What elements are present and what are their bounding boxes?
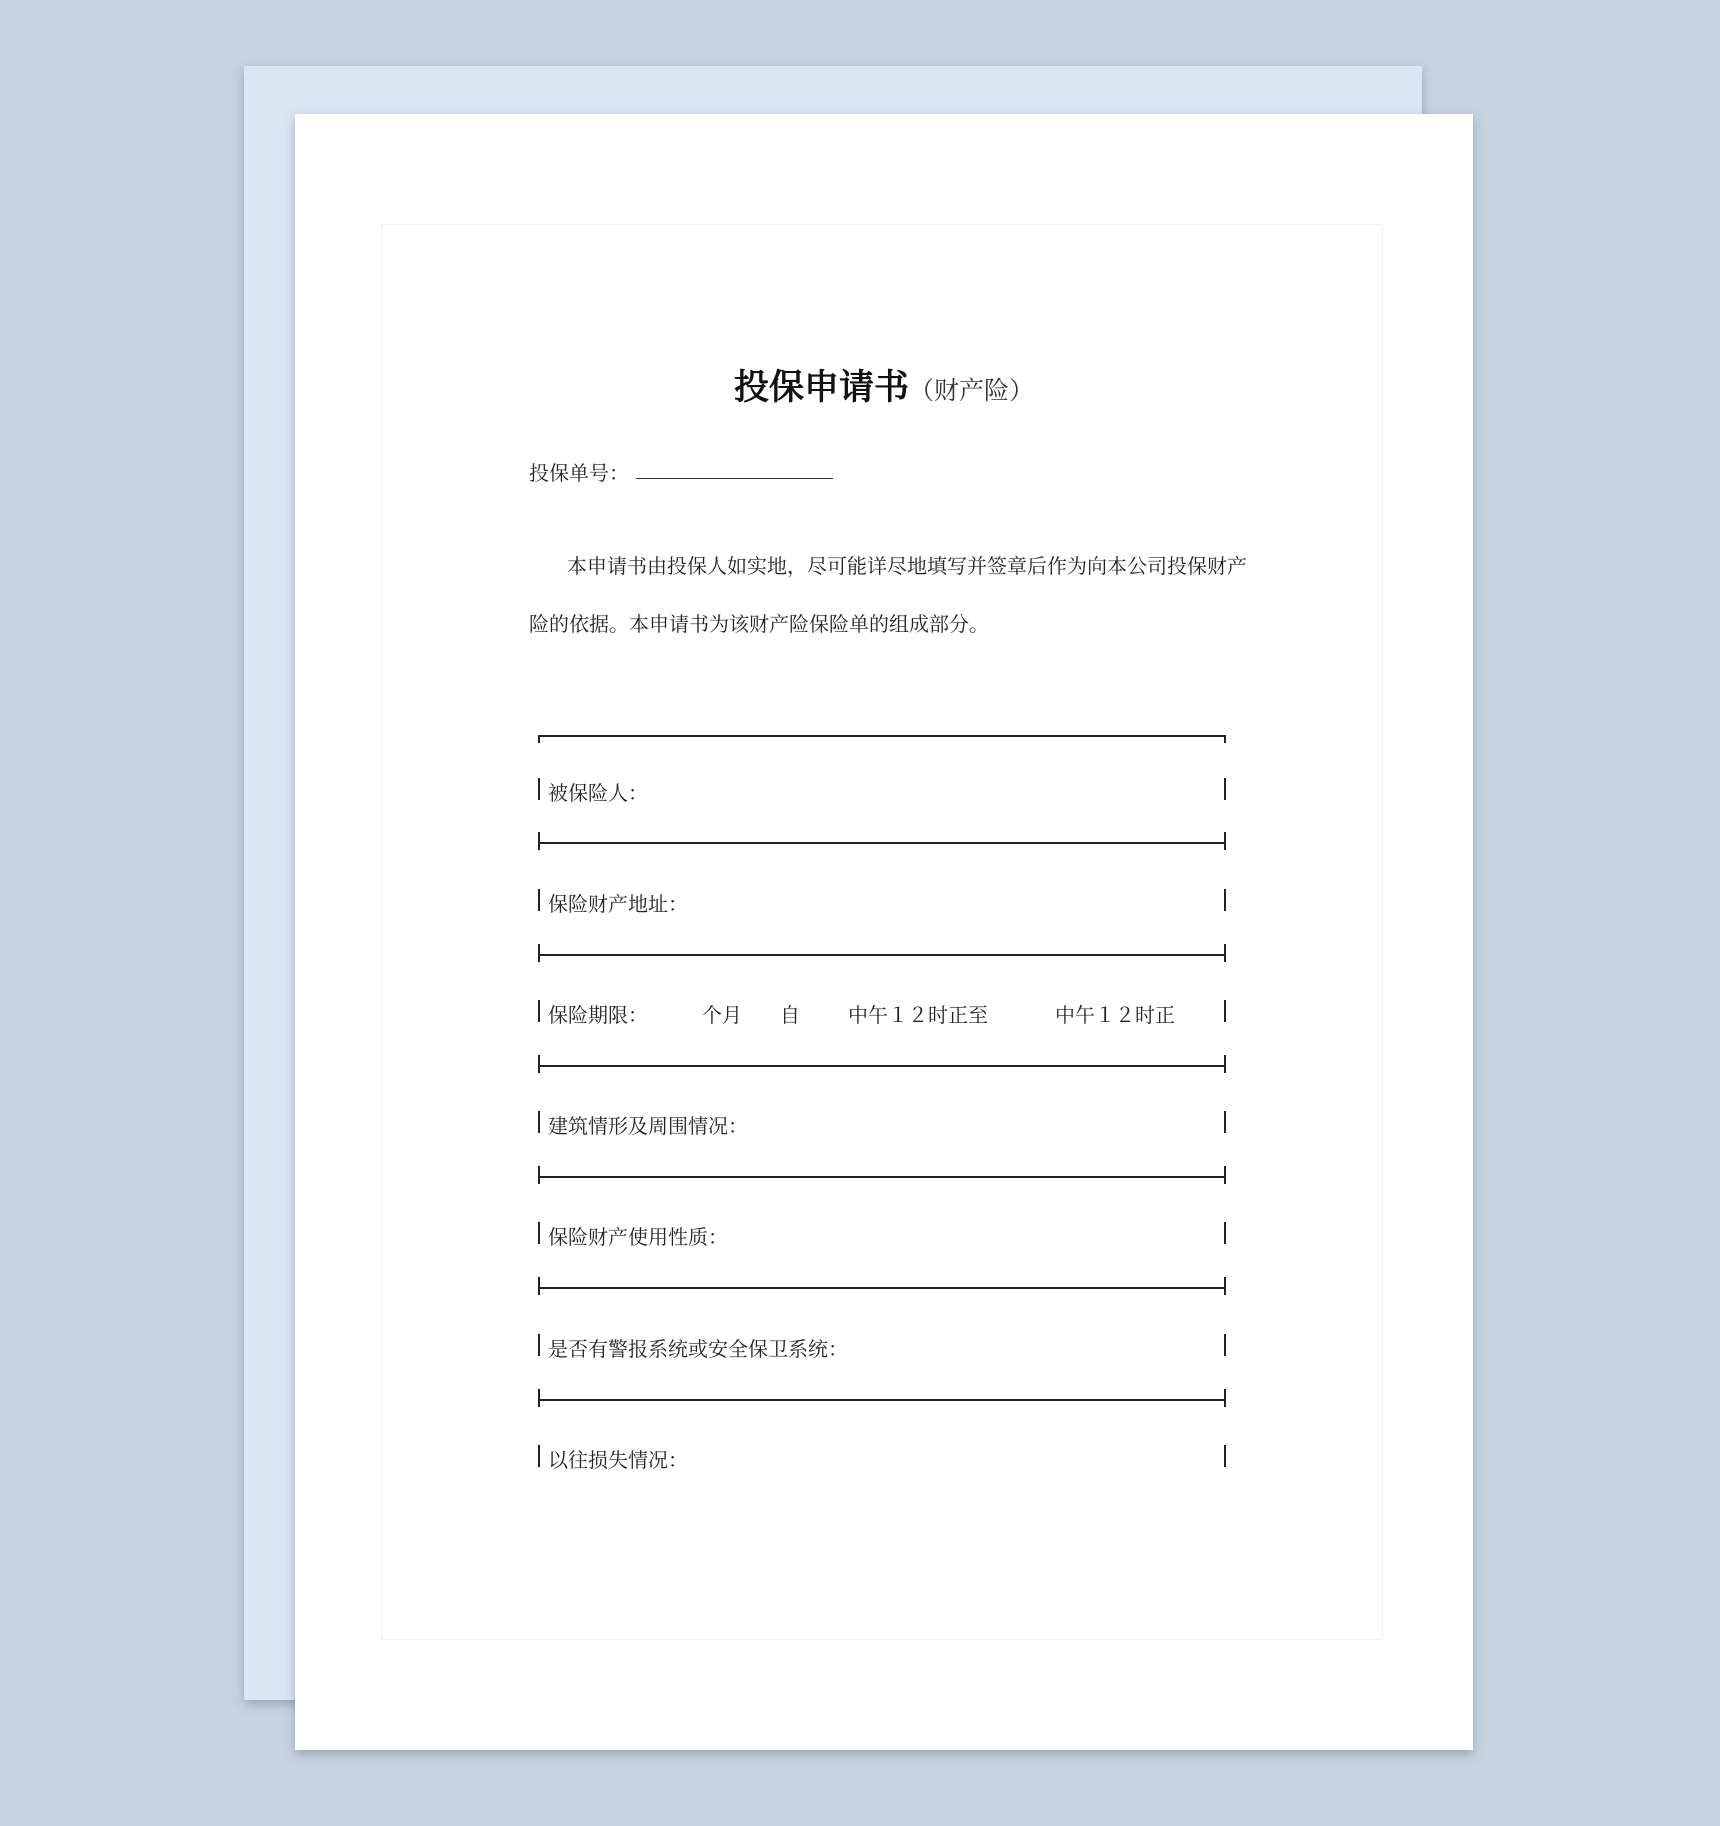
policy-number-label: 投保单号： — [529, 461, 629, 485]
title-main: 投保申请书 — [733, 368, 909, 408]
form-divider — [538, 1395, 1226, 1405]
period-months-label: 个月 — [702, 1003, 742, 1027]
title-suffix: （财产险） — [909, 376, 1035, 405]
loss-history-label: 以往损失情况： — [548, 1448, 688, 1472]
form-divider — [538, 1172, 1226, 1182]
property-address-row[interactable] — [538, 889, 1226, 916]
usage-label: 保险财产使用性质： — [548, 1225, 728, 1249]
page-content-frame — [381, 224, 1383, 1640]
front-paper-sheet — [295, 114, 1473, 1750]
form-divider — [538, 1061, 1226, 1071]
period-noon-end-label: 中午１２时正 — [1055, 1003, 1175, 1027]
intro-line-2: 险的依据。本申请书为该财产险保险单的组成部分。 — [529, 612, 989, 636]
form-divider — [538, 838, 1226, 848]
period-noon-to-label: 中午１２时正至 — [848, 1003, 988, 1027]
usage-row[interactable] — [538, 1222, 1226, 1249]
form-divider — [538, 1283, 1226, 1293]
page-title — [295, 360, 1473, 410]
period-from-label: 自 — [780, 1003, 800, 1027]
insurance-period-label: 保险期限： — [548, 1003, 648, 1027]
alarm-system-row[interactable] — [538, 1334, 1226, 1361]
building-row[interactable] — [538, 1111, 1226, 1138]
intro-line-1: 本申请书由投保人如实地，尽可能详尽地填写并签章后作为向本公司投保财产 — [567, 554, 1247, 578]
insured-label: 被保险人： — [548, 781, 648, 805]
building-label: 建筑情形及周围情况： — [548, 1114, 748, 1138]
loss-history-row[interactable] — [538, 1445, 1226, 1472]
property-address-label: 保险财产地址： — [548, 892, 688, 916]
alarm-system-label: 是否有警报系统或安全保卫系统： — [548, 1337, 848, 1361]
form-top-rule — [538, 731, 1226, 741]
insurance-period-row[interactable] — [538, 1000, 1226, 1027]
form-divider — [538, 950, 1226, 960]
policy-number-field[interactable] — [636, 478, 833, 479]
insured-row[interactable] — [538, 778, 1226, 805]
